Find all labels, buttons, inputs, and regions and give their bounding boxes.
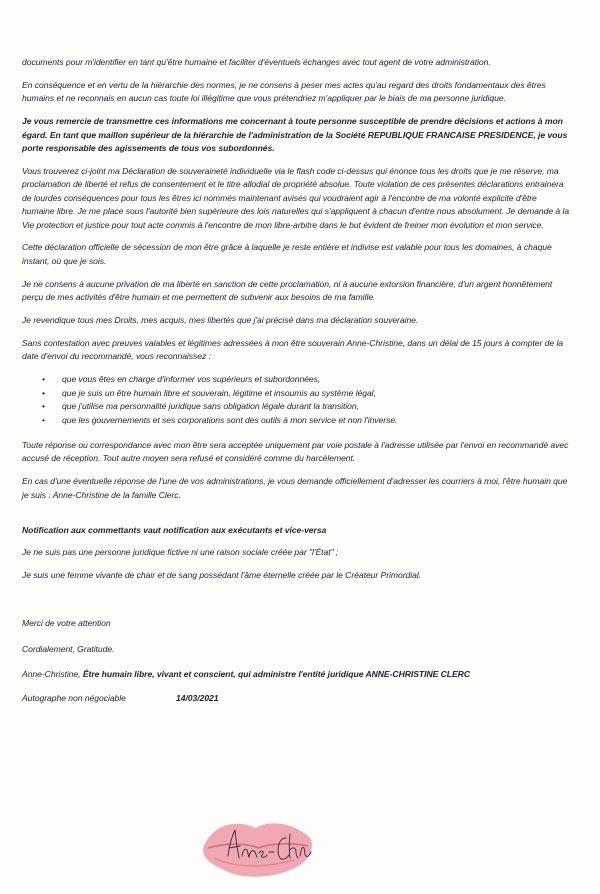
paragraph-identification: documents pour m'identifier en tant qu'être humaine et faciliter d'éventuels échanges avec tout agent de votre administration. [22, 57, 491, 67]
paragraph-hierarchy-norms: En conséquence et en vertu de la hiérarchie des normes, je ne consens à peser mes actes qu'au regard des droits fondamentaux des êtres humains et ne reconnais en aucun cas toute loi illégitime que vous prétendriez m'appliquer par le biais de ma personne juridique. [22, 79, 546, 104]
signer-name: Anne-Christine, [22, 669, 81, 680]
signer-title: Être humain libre, vivant et conscient, qui administre l'entité juridique ANNE-CHRISTINE CLERC [82, 669, 470, 680]
paragraph-address-courier: En cas d'une éventuelle réponse de l'une de vos administrations, je vous demande officiellement d'adresser les courriers à moi, l'être humain que je suis : Anne-Christine de la famille Clerc. [22, 476, 568, 500]
closing-regards: Cordialement, Gratitude. [22, 643, 115, 654]
autograph-row [22, 692, 570, 706]
paragraph-not-juridical: Je ne suis pas une personne juridique fictive ni une raison sociale créée par "l'État" ; [22, 547, 339, 558]
paragraph-sovereignty-declaration: Vous trouverez ci-joint ma Déclaration de souveraineté individuelle via le flash code ci-dessus qui énonce tous les droits que je me réserve, ma proclamation de liberté et refus de consentement et le titre allodial de propriété absolue. Toute violation de ces présentes déclarations entrainera de lourdes conséquences pour tous les êtres ici nommés maintenant avisés qui voudraient agir à l'encontre de ma volonté explicite d'être humaine libre. Je me place sous l'autorité bien supérieure des lois naturelles qui s'appliquent à chacun d'entre nous absolument. Je demande à la Vie protection et justice pour tout acte commis à l'encontre de mon libre-arbitre dans le but évident de freiner mon évolution et mon service. [22, 165, 570, 230]
list-item: • que les gouvernements et ses corporations sont des outils à mon service et non l'inverse. [22, 414, 570, 427]
list-item: • que j'utilise ma personnalité juridique sans obligation légale durant la transition, [22, 400, 570, 413]
paragraph-living-woman: Je suis une femme vivante de chair et de sang possédant l'âme éternelle créée par le Créateur Primordial. [22, 570, 422, 581]
handwritten-signature [198, 808, 320, 888]
paragraph-contestation: Sans contestation avec preuves valables et légitimes adressées à mon être souverain Anne-Christine, dans un délai de 15 jours à compter de la date d'envoi du recommandé, vous reconnaissez : [22, 338, 564, 362]
signature-line [22, 668, 570, 681]
paragraph-reply-postal: Toute réponse ou correspondance avec mon être sera acceptée uniquement par voie postale à l'adresse utilisée par l'envoi en recommandé avec accusé de réception. Tout autre moyen sera refusé et considéré comme du harcèlement. [22, 439, 569, 464]
paragraph-rights: Je revendique tous mes Droits, mes acquis, mes libertés que j'ai précisé dans ma déclaration souveraine. [22, 315, 419, 326]
list-item: • que vous êtes en charge d'informer vos supérieurs et subordonnées, [22, 373, 570, 386]
spacer [22, 592, 570, 617]
acknowledgement-list [22, 373, 570, 427]
autograph-label: Autographe non négociable [22, 692, 126, 703]
closing-thanks: Merci de votre attention [22, 618, 111, 629]
list-item: • que je suis un être humain libre et souverain, légitime et insoumis au système légal, [22, 387, 570, 400]
spacer [22, 512, 570, 524]
document-date: 14/03/2021 [176, 692, 219, 703]
paragraph-no-consent: Je ne consens à aucune privation de ma liberté en sanction de cette proclamation, ni à aucune extorsion financière, d'un argent honnêtement perçu de mes activités d'être humain et me permettent de subvenir aux besoins de ma famille. [22, 278, 553, 303]
paragraph-secession: Cette déclaration officielle de sécession de mon être grâce à laquelle je reste entière et indivise est valable pour tous les domaines, à chaque instant, où que je sois. [22, 242, 552, 266]
paragraph-transmit-info: Je vous remercie de transmettre ces informations me concernant à toute personne susceptible de prendre décisions et actions à mon égard. En tant que maillon supérieur de la hiérarchie de l'administration de la Société REPUBLIQUE FRANCAISE PRESIDENCE, je vous porte responsable des agissements de tous vos subordonnés. [22, 116, 568, 154]
notification-heading: Notification aux commettants vaut notification aux exécutants et vice-versa [22, 524, 327, 535]
